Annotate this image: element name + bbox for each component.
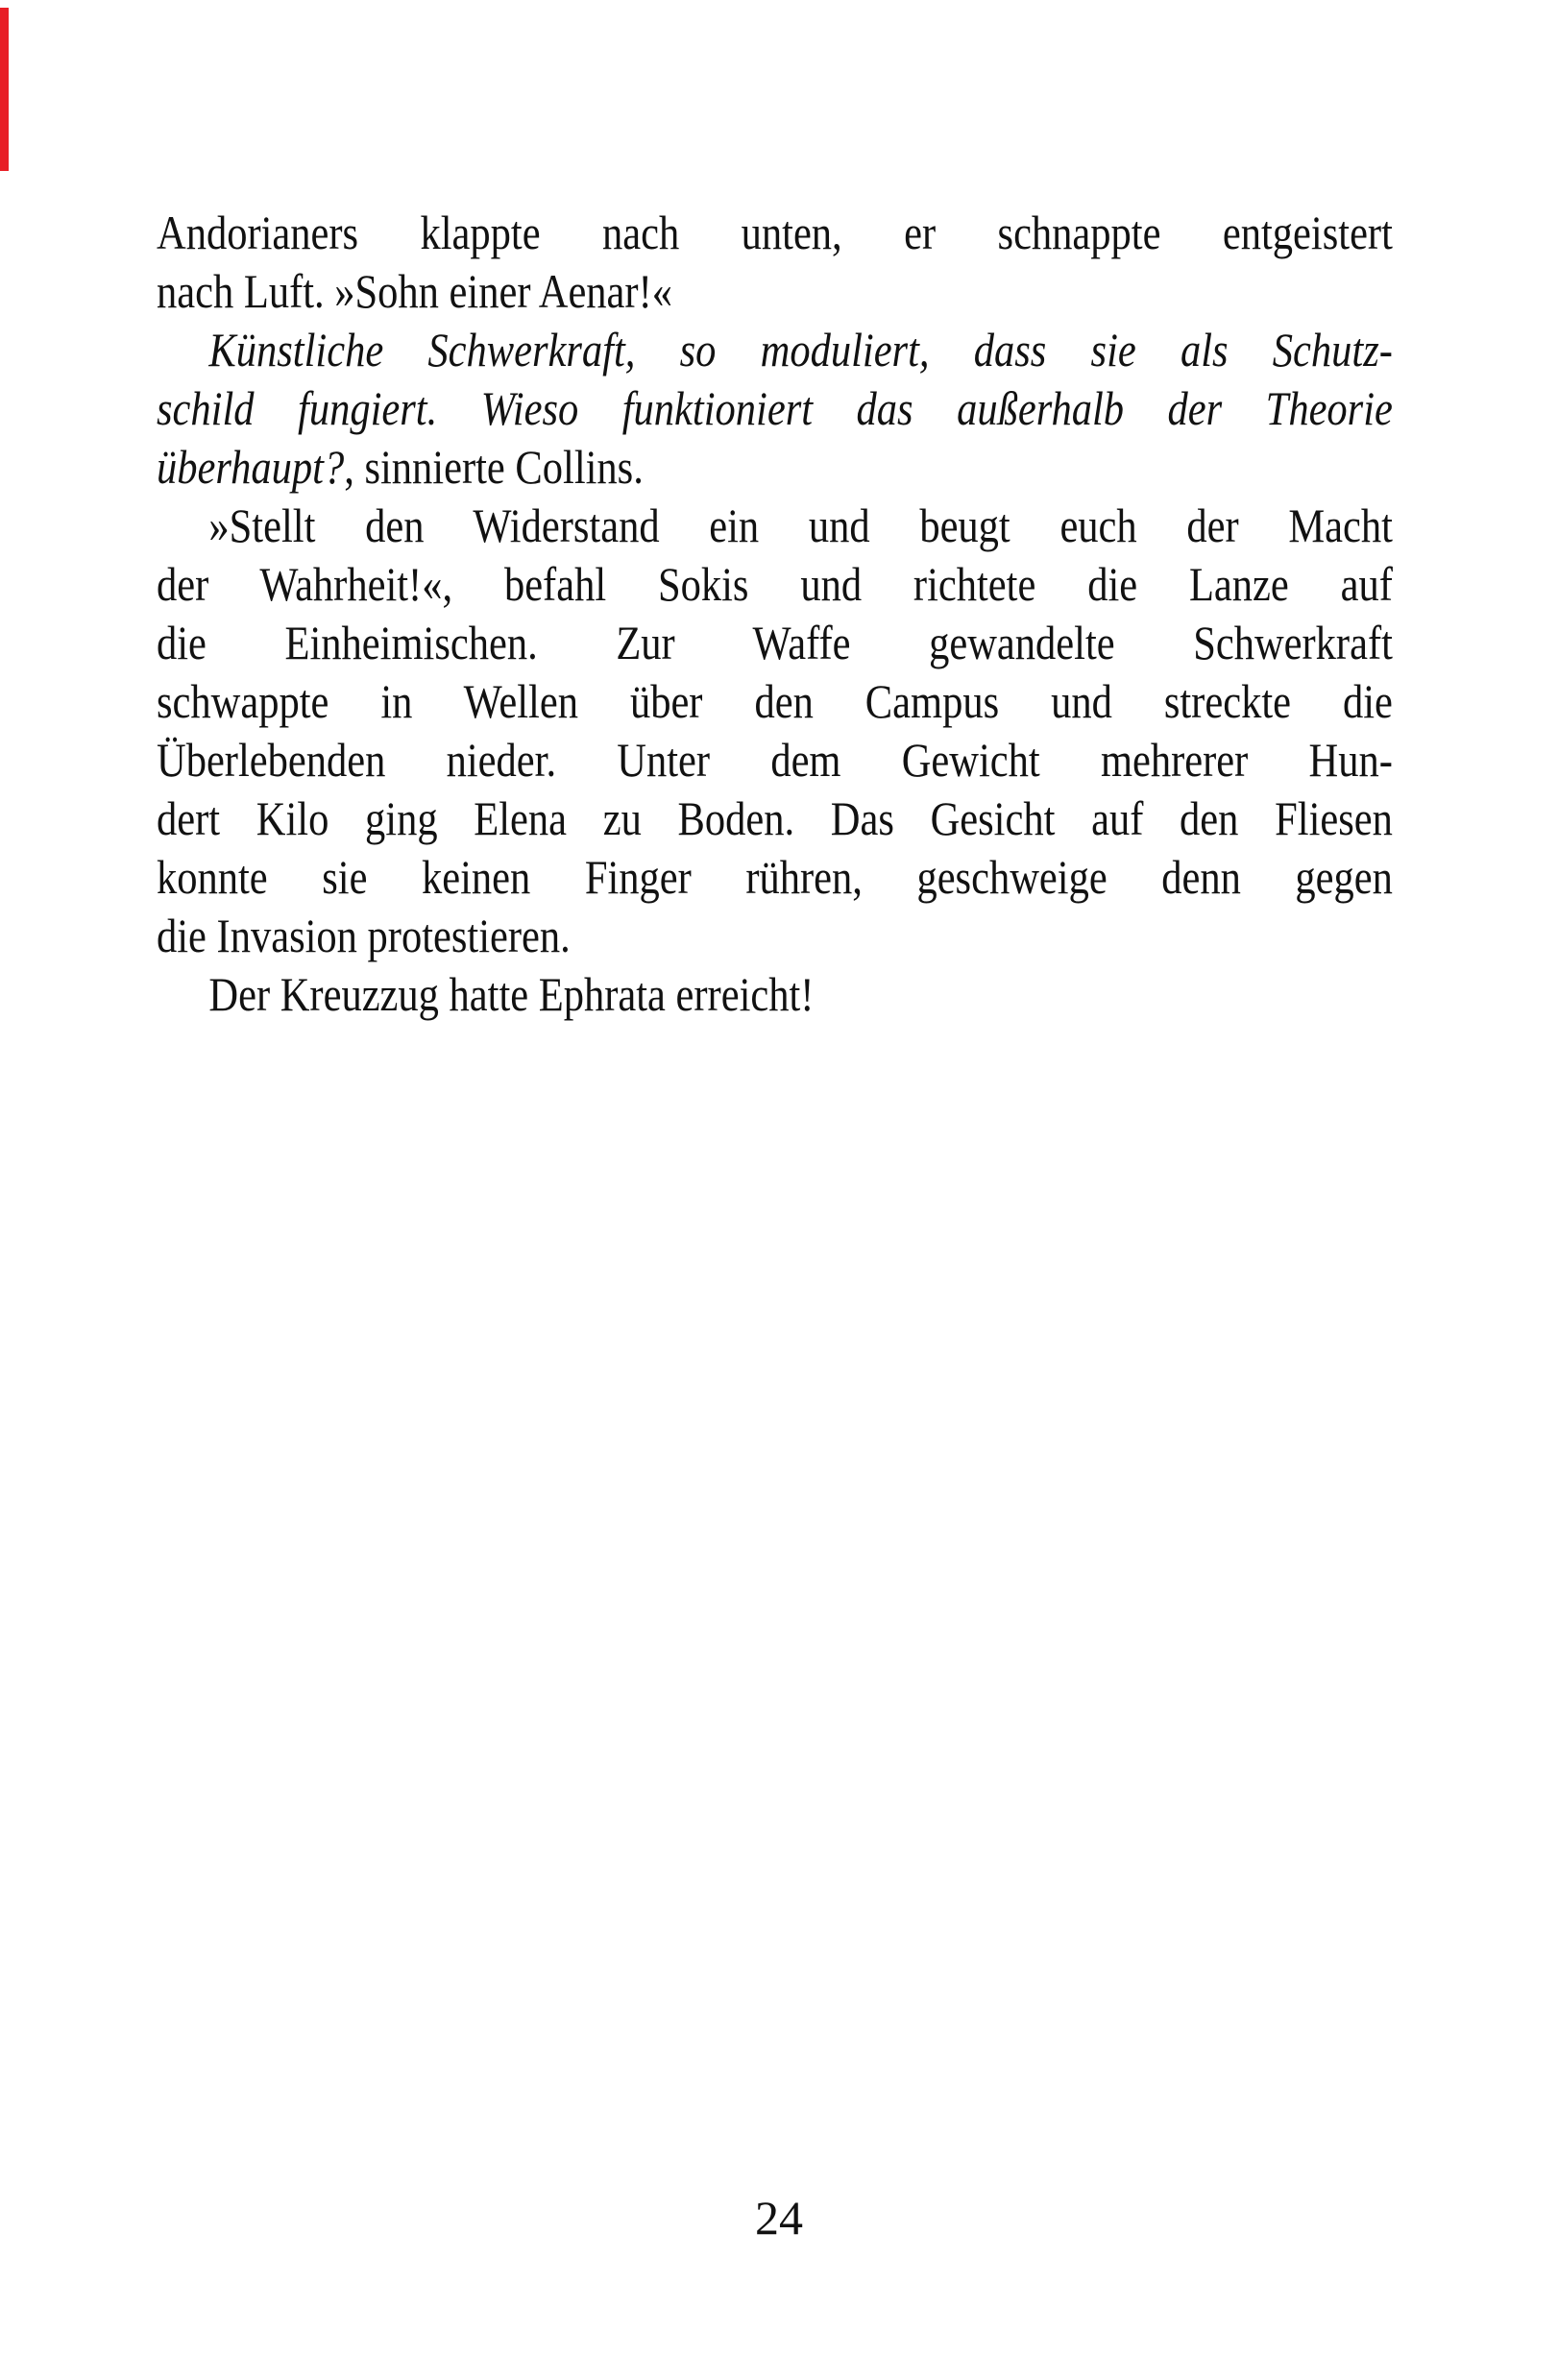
text-line xyxy=(157,438,1393,497)
page-number: 24 xyxy=(755,2191,803,2245)
text-line: schwappte in Wellen über den Campus und streckte die xyxy=(157,674,1393,728)
text-line: Überlebenden nieder. Unter dem Gewicht mehrerer Hun- xyxy=(157,733,1393,787)
text-line: Künstliche Schwerkraft, so moduliert, dass sie als Schutz- xyxy=(208,323,1393,376)
text-line: nach Luft. »Sohn einer Aenar!« xyxy=(157,264,672,318)
page-text xyxy=(157,204,1393,1024)
text-line: schild fungiert. Wieso funktioniert das außerhalb der Theorie xyxy=(157,381,1393,435)
text-line: dert Kilo ging Elena zu Boden. Das Gesicht auf den Fliesen xyxy=(157,791,1393,845)
red-marker-bar xyxy=(0,8,9,171)
text-line: Der Kreuzzug hatte Ephrata erreicht! xyxy=(208,967,815,1021)
text-line: konnte sie keinen Finger rühren, geschweige denn gegen xyxy=(157,850,1393,904)
text-segment-roman: , sinnierte Collins. xyxy=(344,440,644,494)
text-line: »Stellt den Widerstand ein und beugt euch der Macht xyxy=(208,498,1393,552)
text-line: die Einheimischen. Zur Waffe gewandelte Schwerkraft xyxy=(157,616,1393,669)
text-line: Andorianers klappte nach unten, er schnappte entgeistert xyxy=(157,206,1393,259)
text-segment-italic: überhaupt? xyxy=(157,440,345,494)
text-line: der Wahrheit!«, befahl Sokis und richtete die Lanze auf xyxy=(157,557,1393,611)
text-line: die Invasion protestieren. xyxy=(157,909,571,962)
